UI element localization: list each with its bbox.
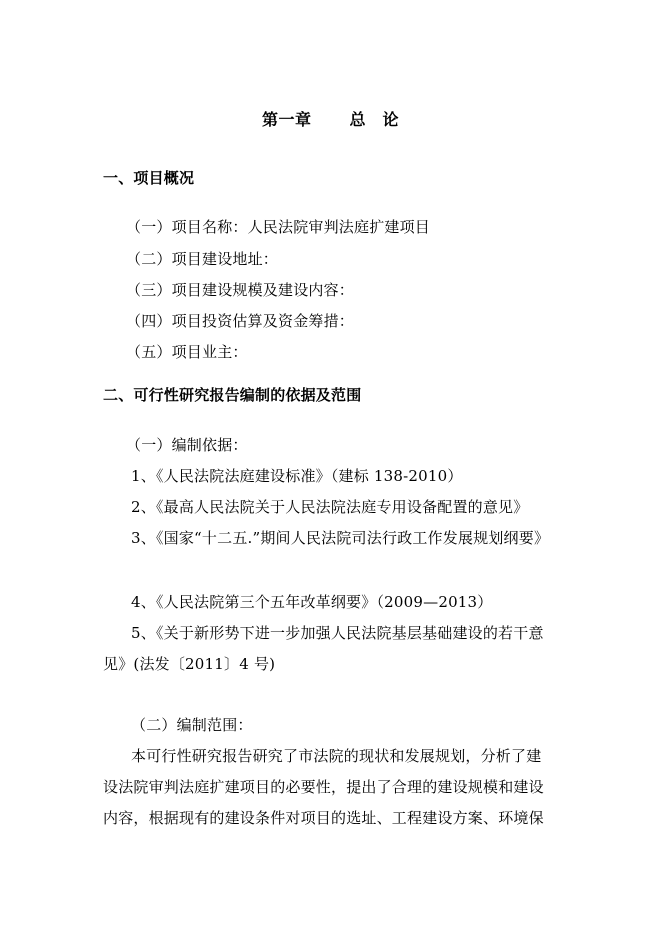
section-heading-overview: 一、项目概况 [103,169,195,187]
list-item: 1、《人民法院法庭建设标准》（建标 138-2010） [131,467,463,485]
list-item: （一）项目名称：人民法院审判法庭扩建项目 [126,218,431,236]
list-item: （三）项目建设规模及建设内容： [126,281,355,299]
list-item: （四）项目投资估算及资金筹措： [126,312,355,330]
list-item: 2、《最高人民法院关于人民法院法庭专用设备配置的意见》 [131,498,529,516]
paragraph-line: 内容，根据现有的建设条件对项目的选址、工程建设方案、环境保 [103,809,544,827]
list-item: （二）项目建设地址： [126,250,279,268]
list-item: 5、《关于新形势下进一步加强人民法院基层基础建设的若干意 [131,624,544,642]
section-heading-basis-scope: 二、可行性研究报告编制的依据及范围 [103,386,362,404]
subsection-heading-scope: （二）编制范围： [131,716,253,734]
list-item: 4、《人民法院第三个五年改革纲要》（2009—2013） [131,593,493,611]
list-item: 3、《国家“十二五.”期间人民法院司法行政工作发展规划纲要》 [131,529,550,547]
list-item: （五）项目业主： [126,343,248,361]
chapter-name: 总 论 [349,110,400,129]
subsection-heading-basis: （一）编制依据： [126,436,248,454]
paragraph-line: 本可行性研究报告研究了市法院的现状和发展规划，分析了建 [131,747,542,765]
list-item-continuation: 见》(法发〔2011〕4 号) [103,655,276,673]
chapter-number: 第一章 [262,110,312,129]
paragraph-line: 设法院审判法庭扩建项目的必要性，提出了合理的建设规模和建设 [103,778,544,796]
chapter-title [262,110,399,130]
